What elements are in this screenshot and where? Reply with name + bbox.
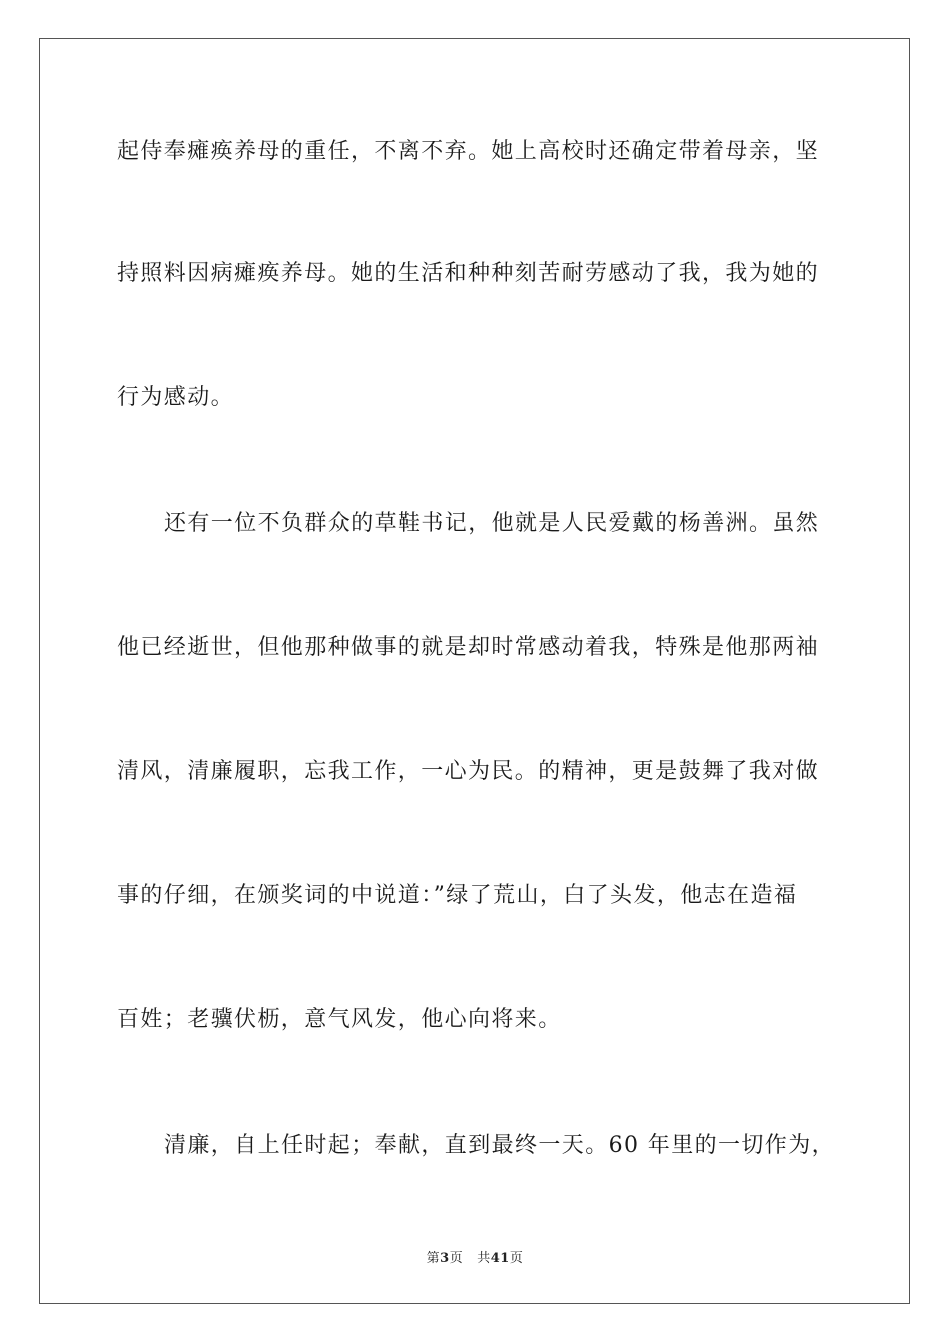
paragraph-start-line: 还有一位不负群众的草鞋书记，他就是人民爱戴的杨善洲。虽然 <box>164 511 820 536</box>
text-line-7: 事的仔细，在颁奖词的中说道：”绿了荒山，白了头发，他志在造福 <box>117 883 798 908</box>
text-line-8: 百姓；老骥伏枥，意气风发，他心向将来。 <box>117 1007 562 1032</box>
text-line-6: 清风，清廉履职，忘我工作，一心为民。的精神，更是鼓舞了我对做 <box>117 759 820 784</box>
text-line-1: 起侍奉瘫痪养母的重任，不离不弃。她上高校时还确定带着母亲，坚 <box>117 139 820 164</box>
page-border <box>39 38 910 1304</box>
page-prefix: 第 <box>426 1251 441 1266</box>
text-line-5: 他已经逝世，但他那种做事的就是却时常感动着我，特殊是他那两袖 <box>117 635 820 660</box>
text-line-3: 行为感动。 <box>117 385 235 410</box>
total-suffix: 页 <box>509 1251 524 1266</box>
paragraph-start-line-2: 清廉，自上任时起；奉献，直到最终一天。60 年里的一切作为， <box>164 1133 835 1158</box>
page-suffix: 页 <box>449 1251 464 1266</box>
total-page-count: 41 <box>490 1251 510 1266</box>
total-prefix: 共 <box>477 1251 491 1266</box>
page-footer <box>0 1247 950 1266</box>
current-page-number: 3 <box>440 1251 450 1266</box>
text-line-2: 持照料因病瘫痪养母。她的生活和种种刻苦耐劳感动了我，我为她的 <box>117 261 820 286</box>
